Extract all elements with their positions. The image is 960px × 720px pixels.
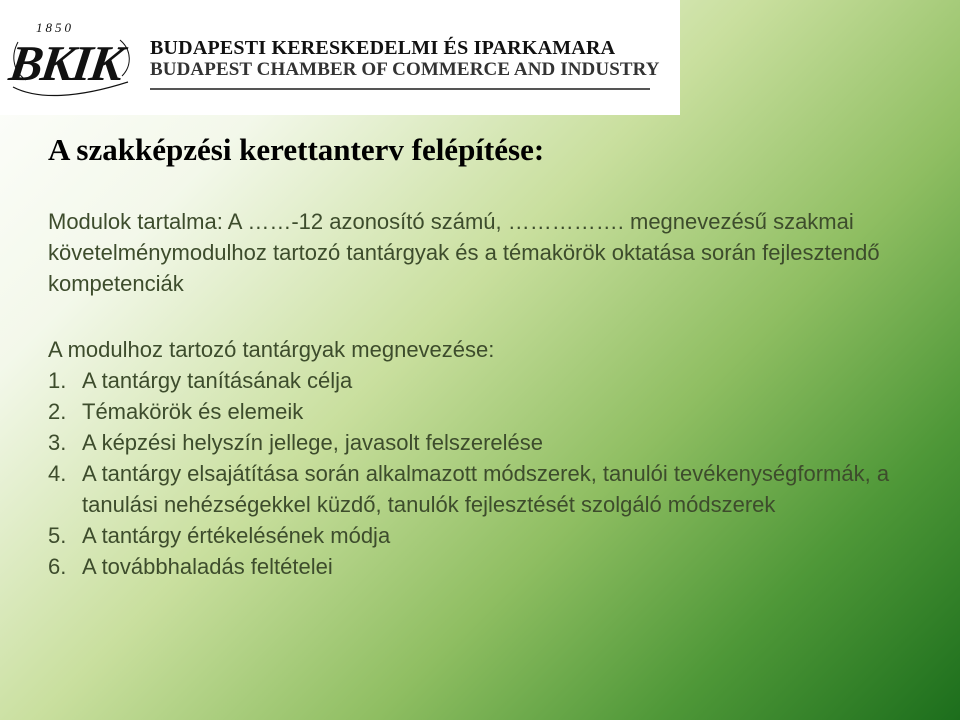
list-item-number: 4. bbox=[48, 461, 67, 486]
org-name-english: BUDAPEST CHAMBER OF COMMERCE AND INDUSTRY bbox=[150, 59, 660, 80]
list-item-text: A tantárgy elsajátítása során alkalmazott módszerek, tanulói tevékenységformák, a tanulási nehézségekkel küzdő, tanulók fejlesztését szolgáló módszerek bbox=[82, 461, 890, 517]
intro-paragraph: Modulok tartalma: A ……-12 azonosító számú, ……………. megnevezésű szakmai követelménymodulhoz tartozó tantárgyak és a témakörök oktatása során fejlesztendő kompetenciák bbox=[48, 209, 880, 296]
logo-monogram: BKIK bbox=[6, 35, 126, 91]
list-item bbox=[48, 458, 928, 520]
list-item-text: A tantárgy tanításának célja bbox=[82, 368, 353, 393]
list-item bbox=[48, 427, 928, 458]
list-item-number: 6. bbox=[48, 554, 67, 579]
org-name-hungarian: BUDAPESTI KERESKEDELMI ÉS IPARKAMARA bbox=[150, 37, 616, 59]
list-item-number: 3. bbox=[48, 430, 67, 455]
list-item-text: A tantárgy értékelésének módja bbox=[82, 523, 391, 548]
list-item-text: A képzési helyszín jellege, javasolt felszerelése bbox=[82, 430, 544, 455]
list-item-text: A továbbhaladás feltételei bbox=[82, 554, 333, 579]
subject-list bbox=[48, 365, 928, 582]
list-item-number: 2. bbox=[48, 399, 67, 424]
list-item-text: Témakörök és elemeik bbox=[82, 399, 304, 424]
header-logo-area bbox=[0, 0, 680, 115]
list-item-number: 5. bbox=[48, 523, 67, 548]
list-heading: A modulhoz tartozó tantárgyak megnevezése: bbox=[48, 337, 495, 362]
list-item bbox=[48, 551, 928, 582]
slide-title: A szakképzési kerettanterv felépítése: bbox=[48, 132, 545, 167]
logo-year: 1850 bbox=[36, 20, 74, 35]
logo-divider bbox=[150, 88, 650, 90]
list-item bbox=[48, 520, 928, 551]
list-item bbox=[48, 365, 928, 396]
list-item bbox=[48, 396, 928, 427]
list-item-number: 1. bbox=[48, 368, 67, 393]
